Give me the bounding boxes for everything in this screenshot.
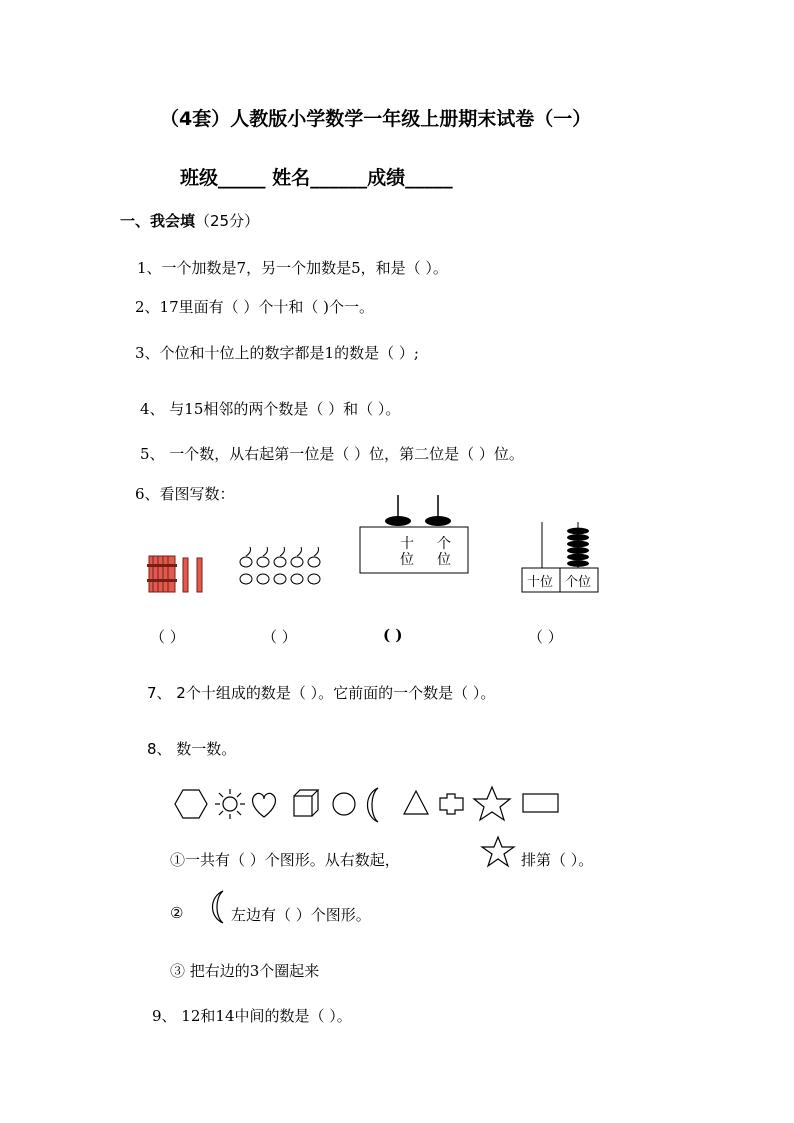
counter-bead-icon [567,534,589,541]
counting-circle-icon [257,557,269,567]
page-title: （4套）人教版小学数学一年级上册期末试卷（一） [160,108,592,130]
stem-line [263,547,268,556]
stick-bundle-icon [147,556,177,592]
counting-circle-icon [274,557,286,567]
counting-circle-icon [240,574,252,584]
rectangle-icon [523,794,558,812]
single-stick-icon [197,558,202,592]
place-label-ones: 个位 [565,575,592,590]
question-5: 5、 一个数，从右起第一位是（ ）位，第二位是（ ）位。 [140,445,524,463]
star-icon [480,836,516,868]
crescent-moon-icon [205,890,227,924]
student-info-line: 班级_____ 姓名______成绩_____ [180,167,453,189]
question-8: 8、 数一数。 [147,740,237,758]
question-8-part-3: ③ 把右边的3个圈起来 [170,962,320,980]
sun-icon [215,789,245,819]
stick-bundle-picture [145,552,215,597]
stem-line [280,547,285,556]
place-label-tens: 十位 [527,575,554,590]
question-9: 9、 12和14中间的数是（ ）。 [152,1007,352,1025]
stem-line [314,547,319,556]
shapes-row [174,786,564,826]
counter-bead-icon [567,554,589,561]
counting-circle-icon [308,574,320,584]
counting-circle-icon [240,557,252,567]
answer-blank-1[interactable]: （ ） [150,628,185,646]
counter-bead-icon [567,560,589,567]
answer-blank-4[interactable]: （ ） [528,628,563,646]
question-8-part-1b: 排第（ ）。 [521,851,594,869]
abacus-label-ones-2: 位 [437,552,451,568]
answer-blank-3[interactable]: ( ) [383,626,403,644]
question-1: 1、一个加数是7，另一个加数是5，和是（ ）。 [137,259,448,277]
counting-circle-icon [291,557,303,567]
crescent-moon-icon [368,788,379,822]
question-3: 3、个位和十位上的数字都是1的数是（ ）; [135,344,419,362]
star-icon [474,787,510,820]
counting-circle-icon [291,574,303,584]
section-label: 一、我会填 [120,212,196,230]
abacus-bead-icon [385,516,411,526]
triangle-icon [404,791,428,814]
question-8-part-2b: 左边有（ ）个图形。 [231,906,371,924]
abacus-label-tens-2: 位 [400,552,414,568]
abacus-label-ones-1: 个 [437,536,451,552]
question-8-part-1a: ①一共有（ ）个图形。从右数起， [170,851,400,869]
counting-circles-picture [238,544,330,592]
section-heading [120,210,259,231]
abacus-bead-icon [425,516,451,526]
question-8-part-2-number: ② [170,904,184,922]
counter-bead-icon [567,547,589,554]
heart-icon [253,793,276,817]
stem-line [246,547,251,556]
answer-blank-2[interactable]: （ ） [262,628,297,646]
abacus-box-picture [358,495,473,577]
section-score: （25分） [195,212,260,230]
hexagon-icon [175,790,207,818]
question-6: 6、看图写数： [135,485,235,503]
question-7: 7、 2个十组成的数是（ ）。它前面的一个数是（ ）。 [147,684,496,702]
question-2: 2、17里面有（ ）个十和（ )个一。 [135,298,375,316]
single-stick-icon [183,558,188,592]
cross-shape-icon [440,794,463,814]
counting-circle-icon [257,574,269,584]
counter-bead-icon [567,528,589,535]
abacus-label-tens-1: 十 [400,536,414,552]
counter-bead-icon [567,541,589,548]
counting-circle-icon [274,574,286,584]
counting-circle-icon [308,557,320,567]
circle-icon [333,793,355,815]
cube-icon [294,790,318,816]
stem-line [297,547,302,556]
question-4: 4、 与15相邻的两个数是（ ）和（ ）。 [140,400,401,418]
